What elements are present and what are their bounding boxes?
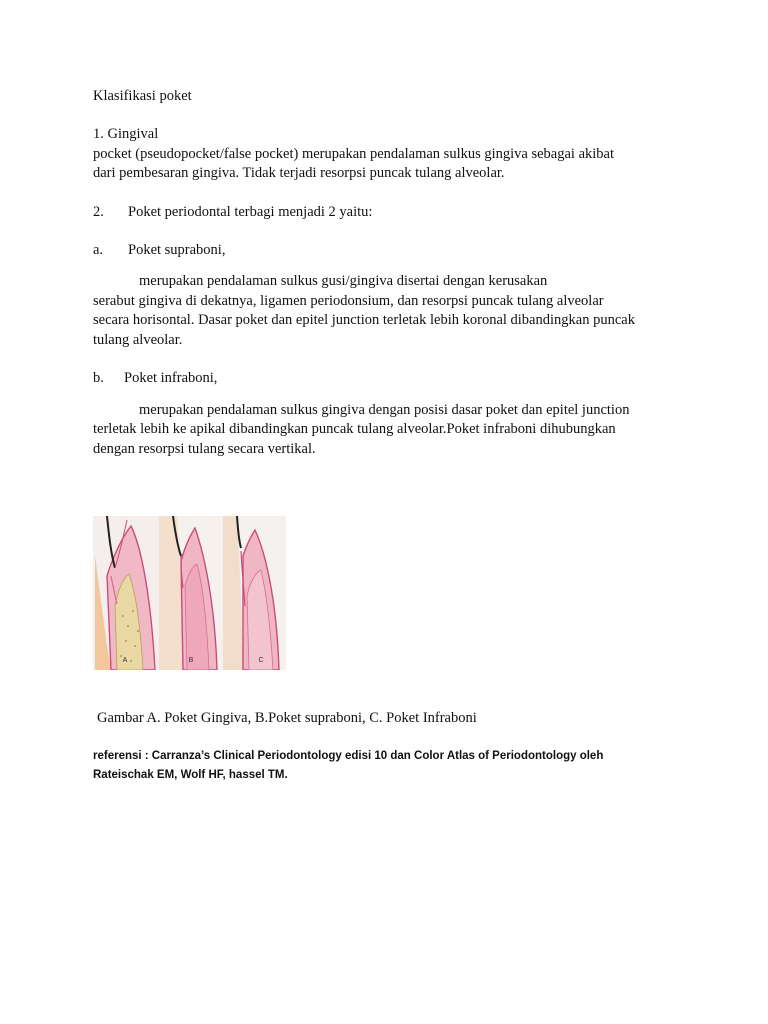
figure-label-a: A: [122, 657, 128, 664]
item-2-heading: Poket periodontal terbagi menjadi 2 yaitu:: [128, 204, 373, 220]
pocket-panel-c: [223, 516, 286, 670]
item-b-line: merupakan pendalaman sulkus gingiva dengan posisi dasar poket dan epitel junction: [139, 402, 630, 418]
figure-caption: Gambar A. Poket Gingiva, B.Poket supraboni, C. Poket Infraboni: [97, 710, 477, 726]
item-a-line: secara horisontal. Dasar poket dan epitel junction terletak lebih koronal dibandingkan puncak: [93, 312, 635, 328]
item-2-number: 2.: [93, 204, 104, 220]
item-b-line: dengan resorpsi tulang secara vertikal.: [93, 441, 316, 457]
item-a-heading: Poket supraboni,: [128, 242, 226, 258]
item-1-line: dari pembesaran gingiva. Tidak terjadi resorpsi puncak tulang alveolar.: [93, 165, 505, 181]
item-a-line: tulang alveolar.: [93, 332, 183, 348]
item-1-line: pocket (pseudopocket/false pocket) merupakan pendalaman sulkus gingiva sebagai akibat: [93, 146, 615, 162]
item-a-line: serabut gingiva di dekatnya, ligamen periodonsium, dan resorpsi puncak tulang alveolar: [93, 293, 604, 309]
figure-label-b: B: [188, 657, 194, 664]
document-title: Klasifikasi poket: [93, 88, 192, 104]
item-1-heading: 1. Gingival: [93, 126, 159, 142]
item-a-line: merupakan pendalaman sulkus gusi/gingiva disertai dengan kerusakan: [139, 273, 548, 289]
item-b-line: terletak lebih ke apikal dibandingkan puncak tulang alveolar.Poket infraboni dihubungkan: [93, 421, 616, 437]
item-a-letter: a.: [93, 242, 104, 258]
item-b-letter: b.: [93, 370, 104, 386]
item-b-heading: Poket infraboni,: [124, 370, 218, 386]
reference-line: referensi : Carranza’s Clinical Periodontology edisi 10 dan Color Atlas of Periodontology oleh: [93, 750, 604, 762]
reference-line: Rateischak EM, Wolf HF, hassel TM.: [93, 769, 288, 781]
pocket-panel-a: [93, 516, 159, 670]
periodontal-pocket-illustration: [93, 516, 286, 670]
pocket-panel-b: [159, 516, 223, 670]
figure-label-c: C: [258, 657, 264, 664]
